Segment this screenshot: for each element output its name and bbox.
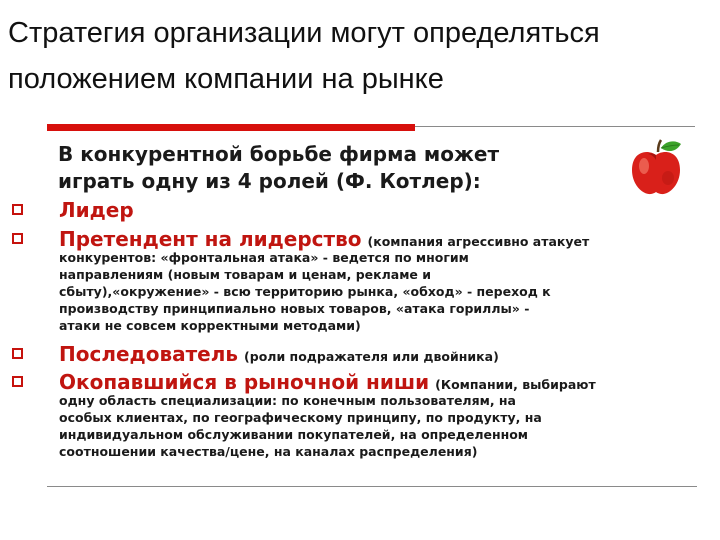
item-description-line: атаки не совсем корректными методами) xyxy=(59,318,361,333)
intro-text xyxy=(58,141,628,195)
bottom-rule xyxy=(47,486,697,487)
item-heading-text: Окопавшийся в рыночной ниши xyxy=(59,370,430,394)
intro-line-2: играть одну из 4 ролей (Ф. Котлер): xyxy=(58,169,481,193)
item-heading-text: Претендент на лидерство xyxy=(59,227,362,251)
list-item-follower xyxy=(59,341,707,370)
slide-title-line-2: положением компании на рынке xyxy=(8,63,444,95)
item-description xyxy=(59,392,707,460)
square-bullet-icon xyxy=(12,204,23,215)
item-description xyxy=(59,249,707,334)
item-note: (компания агрессивно атакует xyxy=(367,234,590,249)
item-description-line: конкурентов: «фронтальная атака» - ведется по многим xyxy=(59,250,469,265)
item-heading xyxy=(59,197,707,223)
item-description-line: одну область специализации: по конечным пользователям, на xyxy=(59,393,516,408)
item-heading-text: Лидер xyxy=(59,198,134,222)
slide-title-line-1: Стратегия организации могут определяться xyxy=(8,17,600,49)
square-bullet-icon xyxy=(12,376,23,387)
list-item-leader xyxy=(59,197,707,223)
list-item-nicher xyxy=(59,369,707,460)
square-bullet-icon xyxy=(12,348,23,359)
apple-icon xyxy=(628,138,684,196)
item-description-line: направлениям (новым товарам и ценам, рекламе и xyxy=(59,267,432,282)
square-bullet-icon xyxy=(12,233,23,244)
slide-title xyxy=(8,10,708,102)
list-item-challenger xyxy=(59,226,707,334)
intro-line-1: В конкурентной борьбе фирма может xyxy=(58,142,500,166)
item-heading xyxy=(59,341,707,370)
item-description-line: соотношении качества/цене, на каналах распределения) xyxy=(59,444,478,459)
item-note: (Компании, выбирают xyxy=(435,377,596,392)
item-note: (роли подражателя или двойника) xyxy=(244,349,499,364)
item-heading-text: Последователь xyxy=(59,342,239,366)
item-description-line: индивидуальном обслуживании покупателей, на определенном xyxy=(59,427,529,442)
item-description-line: производству принципиально новых товаров, «атака гориллы» - xyxy=(59,301,530,316)
accent-rule-red xyxy=(47,124,415,131)
accent-rule-gray xyxy=(415,126,695,127)
item-description-line: особых клиентах, по географическому принципу, по продукту, на xyxy=(59,410,542,425)
item-description-line: сбыту),«окружение» - всю территорию рынка, «обход» - переход к xyxy=(59,284,551,299)
